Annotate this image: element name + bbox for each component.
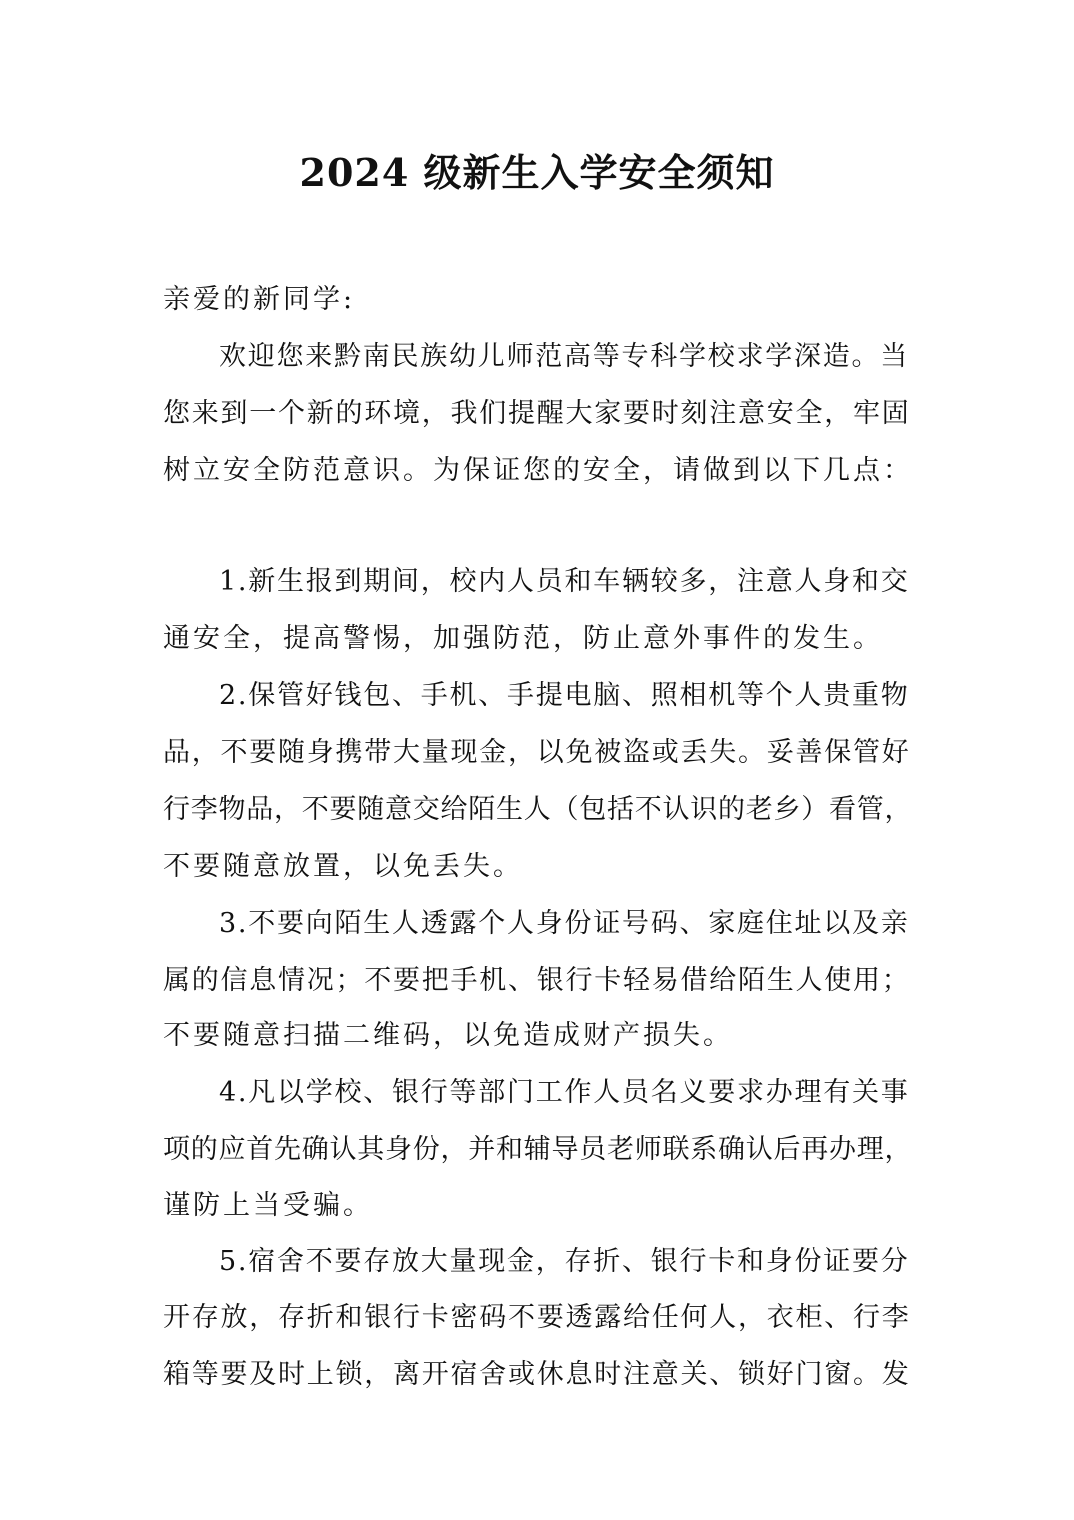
intro-line-2: 您来到一个新的环境，我们提醒大家要时刻注意安全，牢固	[163, 398, 911, 429]
item-2-line-2: 品，不要随身携带大量现金，以免被盗或丢失。妥善保管好	[163, 737, 911, 768]
item-3-line-3: 不要随意扫描二维码，以免造成财产损失。	[163, 1020, 733, 1051]
item-2-line-4: 不要随意放置，以免丢失。	[163, 851, 523, 882]
item-4-line-1: 4.凡以学校、银行等部门工作人员名义要求办理有关事	[219, 1077, 910, 1108]
intro-line-1: 欢迎您来黔南民族幼儿师范高等专科学校求学深造。当	[219, 341, 909, 372]
item-4-line-3: 谨防上当受骗。	[163, 1190, 373, 1221]
document-title: 2024 级新生入学安全须知	[299, 150, 775, 195]
item-1-line-1: 1.新生报到期间，校内人员和车辆较多，注意人身和交	[219, 566, 910, 597]
item-5-line-3: 箱等要及时上锁，离开宿舍或休息时注意关、锁好门窗。发	[163, 1359, 911, 1390]
item-1-line-2: 通安全，提高警惕，加强防范，防止意外事件的发生。	[163, 623, 883, 654]
salutation: 亲爱的新同学:	[163, 284, 356, 315]
item-4-line-2: 项的应首先确认其身份，并和辅导员老师联系确认后再办理，	[163, 1134, 913, 1165]
item-3-line-1: 3.不要向陌生人透露个人身份证号码、家庭住址以及亲	[219, 908, 910, 939]
item-5-line-1: 5.宿舍不要存放大量现金，存折、银行卡和身份证要分	[219, 1246, 910, 1277]
intro-line-3: 树立安全防范意识。为保证您的安全，请做到以下几点：	[163, 455, 913, 486]
item-2-line-3: 行李物品，不要随意交给陌生人（包括不认识的老乡）看管，	[163, 794, 913, 825]
item-2-line-1: 2.保管好钱包、手机、手提电脑、照相机等个人贵重物	[219, 680, 910, 711]
item-5-line-2: 开存放，存折和银行卡密码不要透露给任何人，衣柜、行李	[163, 1302, 911, 1333]
item-3-line-2: 属的信息情况；不要把手机、银行卡轻易借给陌生人使用；	[163, 965, 911, 996]
